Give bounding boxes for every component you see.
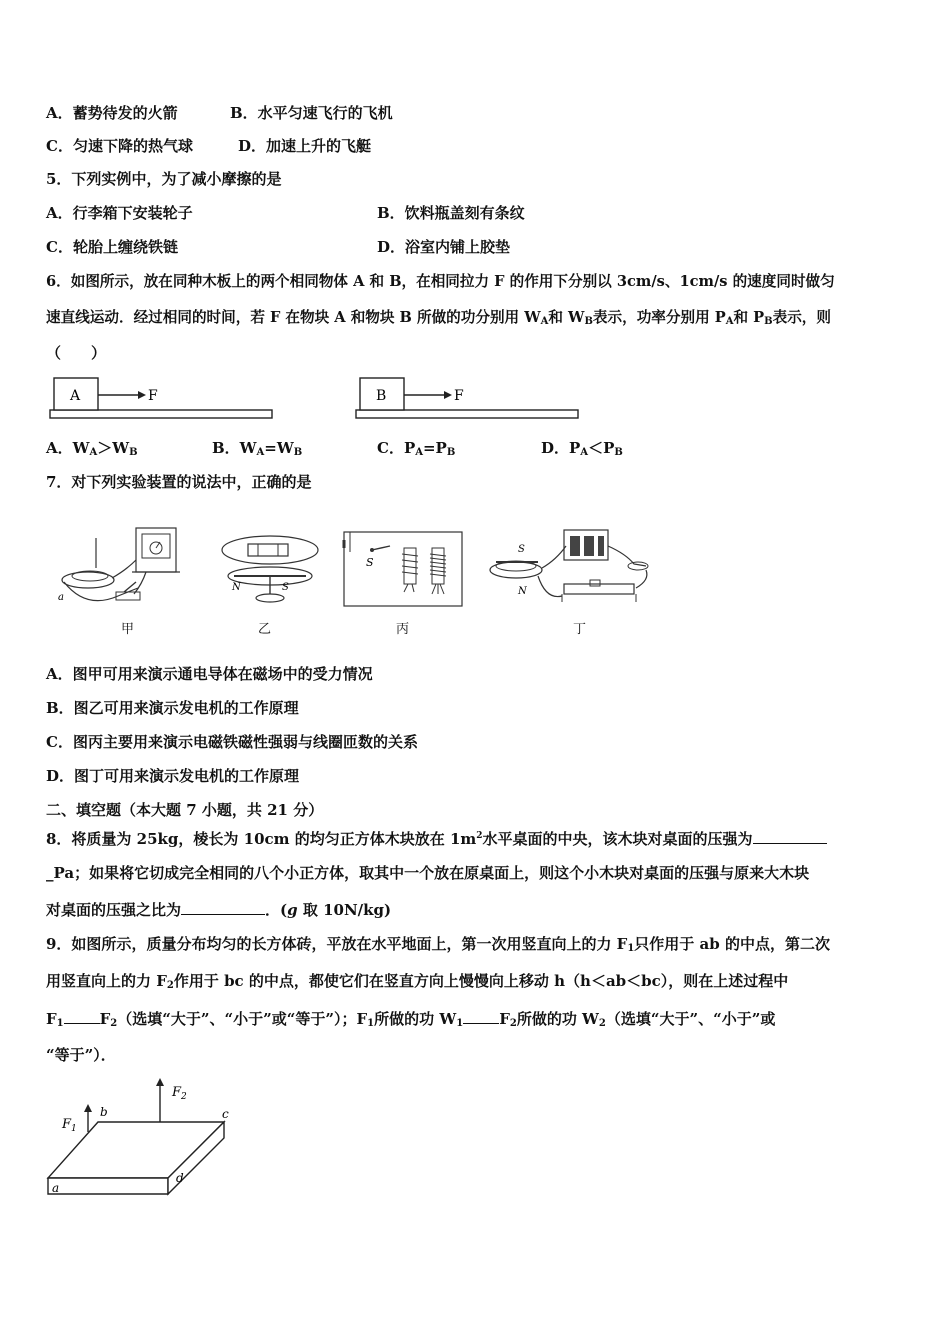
q6-stem-line3: （ ） <box>46 344 107 362</box>
q9-line2: 用竖直向上的力 $F_2$作用于 bc 的中点，都使它们在竖直方向上慢慢向上移动 h（h＜ab＜bc），则在上述过程中 <box>46 972 789 991</box>
section-2-heading: 二、填空题（本大题 7 小题，共 21 分） <box>46 801 324 819</box>
q7-stem: 7．对下列实验装置的说法中，正确的是 <box>46 473 312 491</box>
q4-option-a: A．蓄势待发的火箭 <box>46 104 178 122</box>
q7-yi-n-label: N <box>232 582 241 593</box>
q9-blank-2 <box>463 1009 499 1024</box>
q6-force-b-label: F <box>454 388 464 404</box>
q9-line4: “等于”）． <box>46 1046 116 1064</box>
q8-blank-1 <box>753 829 827 844</box>
q4-option-b: B．水平匀速飞行的飞机 <box>230 104 393 122</box>
q6-board-b <box>356 378 578 418</box>
q6-force-a-label: F <box>148 388 158 404</box>
q6-stem-line2: 速直线运动．经过相同的时间，若 F 在物块 A 和物块 B 所做的功分别用 $W_A$和 $W_B$表示，功率分别用 $P_A$和 $P_B$表示，则 <box>46 309 831 327</box>
q6-figure <box>46 374 586 426</box>
q7-figure-jia <box>56 520 186 610</box>
q9-figure <box>48 1074 248 1206</box>
q7-yi-s-label: S <box>282 582 289 593</box>
q9-blank-1 <box>64 1009 100 1024</box>
q9-fig-a-label: a <box>52 1181 60 1195</box>
q6-board-a <box>50 378 272 418</box>
q9-fig-c-label: c <box>222 1107 229 1121</box>
q6-block-a-label: A <box>70 388 81 404</box>
q7-ding-n-label: N <box>518 586 527 597</box>
q9-line3: $F_1$ $F_2$（选填“大于”、“小于”或“等于”）；$F_1$所做的功 $W_1$ $F_2$所做的功 $W_2$（选填“大于”、“小于”或 <box>46 1010 776 1029</box>
q9-fig-d-label: d <box>176 1171 184 1185</box>
q7-label-bing: 丙 <box>396 622 410 637</box>
q7-figure-bing <box>342 522 464 608</box>
q7-label-yi: 乙 <box>258 622 272 637</box>
q5-stem: 5．下列实例中，为了减小摩擦的是 <box>46 170 282 188</box>
q7-figure-yi <box>218 528 328 608</box>
q6-stem-line1: 6．如图所示，放在同种木板上的两个相同物体 A 和 B，在相同拉力 F 的作用下分别以 3cm/s、1cm/s 的速度同时做匀 <box>46 273 835 290</box>
q5-option-c: C．轮胎上缠绕铁链 <box>46 238 178 256</box>
q9-fig-b-label: b <box>100 1105 108 1119</box>
q4-option-d: D．加速上升的飞艇 <box>238 137 372 155</box>
q7-option-d: D．图丁可用来演示发电机的工作原理 <box>46 767 300 785</box>
q7-option-b: B．图乙可用来演示发电机的工作原理 <box>46 699 299 717</box>
q9-line1: 9．如图所示，质量分布均匀的长方体砖，平放在水平地面上，第一次用竖直向上的力 $F_1$只作用于 ab 的中点，第二次 <box>46 935 830 954</box>
q7-option-a: A．图甲可用来演示通电导体在磁场中的受力情况 <box>46 665 373 683</box>
q9-fig-f1-label: $F_1$ <box>62 1117 77 1134</box>
q7-option-c: C．图丙主要用来演示电磁铁磁性强弱与线圈匝数的关系 <box>46 733 418 751</box>
q7-label-jia: 甲 <box>121 622 135 637</box>
q9-fig-f2-label: $F_2$ <box>172 1085 187 1102</box>
q6-block-b-label: B <box>376 388 387 404</box>
q5-option-a: A．行李箱下安装轮子 <box>46 204 193 222</box>
q8-blank-2 <box>181 900 265 915</box>
q8-line3: 对桌面的压强之比为 ．(g 取 10N/kg) <box>46 901 392 919</box>
q5-option-b: B．饮料瓶盖刻有条纹 <box>377 204 525 222</box>
q8-line1: 8．将质量为 25kg，棱长为 10cm 的均匀正方体木块放在 $1m^2$水平桌面的中央，该木块对桌面的压强为 <box>46 826 827 849</box>
q6-option-c: C．$P_A=P_B$ <box>377 439 456 458</box>
q6-option-d: D．$P_A<P_B$ <box>541 439 623 458</box>
q6-option-a: A．$W_A>W_B$ <box>46 439 138 458</box>
q7-label-ding: 丁 <box>573 622 587 637</box>
q7-bing-s-label: S <box>366 556 374 569</box>
q4-option-c: C．匀速下降的热气球 <box>46 137 193 155</box>
q5-option-d: D．浴室内铺上胶垫 <box>377 238 511 256</box>
q7-jia-a-label: a <box>58 592 64 603</box>
q7-ding-s-label: S <box>518 544 525 555</box>
q7-figure-ding <box>486 524 662 610</box>
q6-option-b: B．$W_A=W_B$ <box>212 439 303 458</box>
q8-line2: _Pa；如果将它切成完全相同的八个小正方体，取其中一个放在原桌面上，则这个小木块对桌面的压强与原来大木块 <box>46 864 810 882</box>
